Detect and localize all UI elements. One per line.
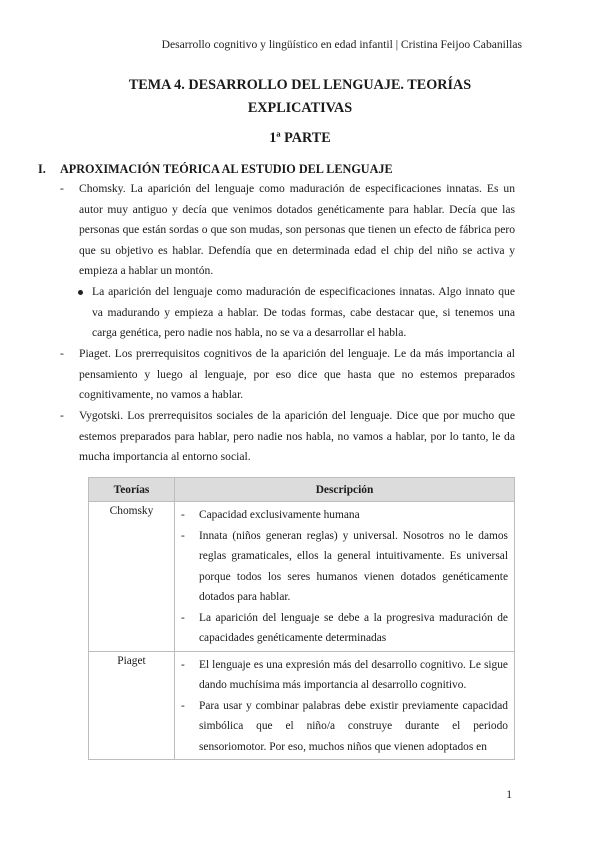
column-header-theories: Teorías bbox=[89, 478, 175, 502]
section-title: APROXIMACIÓN TEÓRICA AL ESTUDIO DEL LENGUAJE bbox=[60, 162, 393, 176]
list-marker: - bbox=[60, 409, 64, 422]
list-item-text: Vygotski. Los prerrequisitos sociales de la aparición del lenguaje. Dice que por mucho que estemos preparados para hablar, pero nadie nos habla, no vamos a hablar, por lo tanto, le da mucha importancia al entorno social. bbox=[79, 409, 515, 463]
list-item-text: Chomsky. La aparición del lenguaje como maduración de especificaciones innatas. Es un autor muy antiguo y decía que venimos dotados genéticamente para hablar. Decía que las personas que están sordas o que son mudas, son personas que tienen un efecto de fábrica pero que su objetivo es hablar. Defendía que en determinada edad el chip del niño se activa y empieza a hablar un montón. bbox=[79, 182, 515, 277]
bullet-icon bbox=[78, 290, 83, 295]
description-point: - Capacidad exclusivamente humana bbox=[179, 505, 508, 526]
section-heading bbox=[38, 162, 393, 177]
dash-marker: - bbox=[181, 699, 185, 712]
table-row bbox=[89, 502, 515, 652]
sub-bullet-text: La aparición del lenguaje como maduración de especificaciones innatas. Algo innato que va madurando y empieza a hablar. De todas formas, cabe destacar que, si tenemos una carga genética, pero nadie nos habla, no se va a desarrollar el habla. bbox=[92, 285, 515, 339]
dash-marker: - bbox=[181, 611, 185, 624]
document-title-line2: EXPLICATIVAS bbox=[247, 100, 353, 116]
description-point: - La aparición del lenguaje se debe a la progresiva maduración de capacidades genéticamente determinadas bbox=[179, 608, 508, 649]
page-header: Desarrollo cognitivo y lingüístico en edad infantil | Cristina Feijoo Cabanillas bbox=[161, 38, 522, 51]
page-number: 1 bbox=[506, 788, 512, 801]
part-label: 1ª PARTE bbox=[269, 130, 331, 146]
table-row bbox=[89, 651, 515, 760]
list-marker: - bbox=[60, 347, 64, 360]
description-point: - El lenguaje es una expresión más del desarrollo cognitivo. Le sigue dando muchísima más importancia al desarrollo cognitivo. bbox=[179, 655, 508, 696]
list-item-piaget bbox=[60, 344, 515, 406]
list-item-text: Piaget. Los prerrequisitos cognitivos de la aparición del lenguaje. Le da más importancia al pensamiento y luego al lenguaje, por eso dice que hasta que no estemos preparados cognitivamente, no vamos a hablar. bbox=[79, 347, 515, 401]
list-item-vygotski bbox=[60, 406, 515, 468]
description-point: - Para usar y combinar palabras debe existir previamente capacidad simbólica que el niño/a construye durante el periodo sensoriomotor. Por eso, muchos niños que vienen adoptados en bbox=[179, 696, 508, 758]
dash-marker: - bbox=[181, 529, 185, 542]
theory-name: Chomsky bbox=[89, 502, 175, 652]
list-marker: - bbox=[60, 182, 64, 195]
description-point: - Innata (niños generan reglas) y universal. Nosotros no le damos reglas gramaticales, ellos la general intuitivamente. Es universal porque todos los seres humanos vienen dotados genéticamente dotados para hablar. bbox=[179, 526, 508, 608]
dash-marker: - bbox=[181, 658, 185, 671]
document-title-line1: TEMA 4. DESARROLLO DEL LENGUAJE. TEORÍAS bbox=[128, 77, 472, 93]
section-number: I. bbox=[38, 162, 46, 176]
theories-table bbox=[88, 477, 515, 760]
theory-name: Piaget bbox=[89, 651, 175, 760]
theory-description bbox=[175, 651, 515, 760]
table-header-row bbox=[89, 478, 515, 502]
sub-bullet-innate bbox=[78, 282, 515, 344]
list-item-chomsky bbox=[60, 179, 515, 282]
theory-description bbox=[175, 502, 515, 652]
column-header-description: Descripción bbox=[175, 478, 515, 502]
dash-marker: - bbox=[181, 509, 185, 521]
